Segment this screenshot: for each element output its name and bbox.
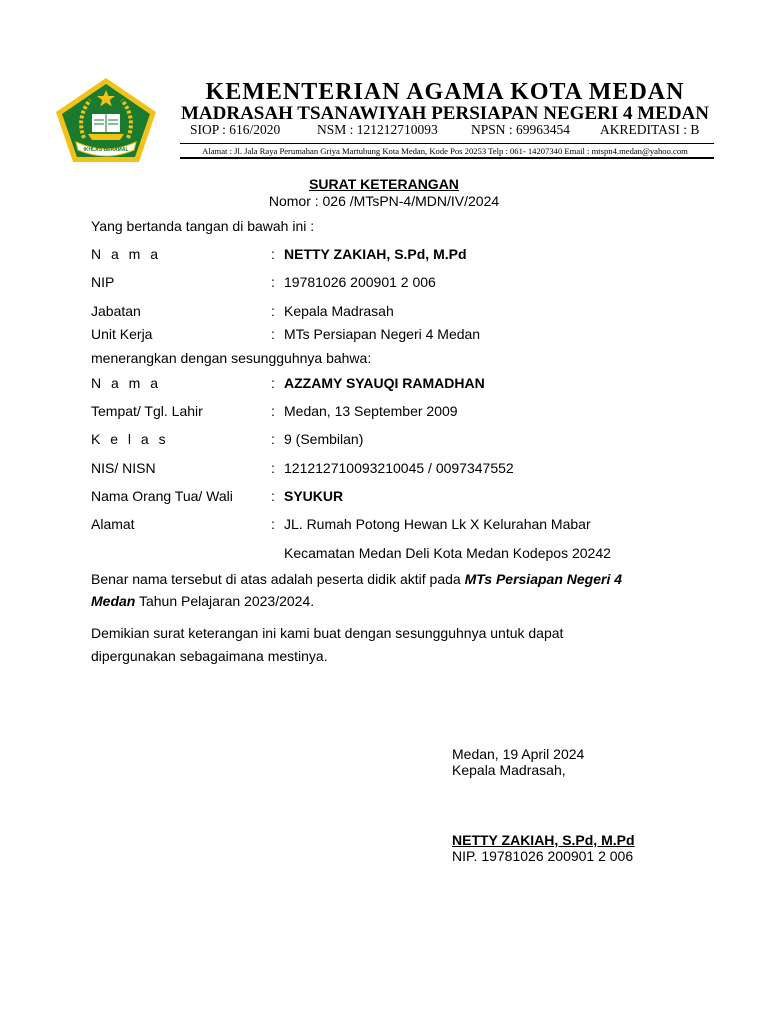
letterhead-divider-thick [180, 157, 714, 159]
body1-text-d: Tahun Pelajaran 2023/2024. [135, 593, 315, 609]
colon: : [271, 403, 275, 419]
colon: : [271, 303, 275, 319]
signer-unit-label: Unit Kerja [91, 326, 153, 342]
signer-nip-label: NIP [91, 274, 115, 290]
colon: : [271, 246, 275, 262]
ministry-title: KEMENTERIAN AGAMA KOTA MEDAN [205, 79, 685, 105]
student-name-label: N a m a [91, 375, 162, 391]
student-name-value: AZZAMY SYAUQI RAMADHAN [284, 375, 485, 391]
body1-school-name: MTs Persiapan Negeri 4 [464, 571, 623, 587]
school-address: Alamat : Jl. Jala Raya Perumahan Griya Martubung Kota Medan, Kode Pos 20253 Telp : 061- 14207340 Email : mtspn4.medan@yahoo.com [202, 146, 688, 156]
body-paragraph-1 [91, 568, 622, 612]
student-class-label: K e l a s [91, 431, 169, 447]
sign-nip: NIP. 19781026 200901 2 006 [452, 848, 634, 864]
sign-place-date: Medan, 19 April 2024 [452, 746, 585, 762]
letter-number: Nomor : 026 /MTsPN-4/MDN/IV/2024 [268, 193, 500, 209]
statement-text: menerangkan dengan sesungguhnya bahwa: [91, 350, 372, 366]
colon: : [271, 488, 275, 504]
accreditation: AKREDITASI : B [600, 122, 700, 137]
signer-nip-value: 19781026 200901 2 006 [284, 274, 436, 290]
letterhead-divider-thin [180, 143, 714, 144]
signer-position-label: Jabatan [91, 303, 141, 319]
nsm-number: NSM : 121212710093 [317, 122, 438, 137]
intro-text: Yang bertanda tangan di bawah ini : [91, 218, 315, 234]
body-paragraph-2 [91, 622, 563, 668]
npsn-number: NPSN : 69963454 [471, 122, 571, 137]
ministry-logo [54, 76, 158, 164]
student-birth-label: Tempat/ Tgl. Lahir [91, 403, 203, 419]
colon: : [271, 375, 275, 391]
body1-text-a: Benar nama tersebut di atas adalah peserta didik aktif pada [91, 571, 465, 587]
student-nis-label: NIS/ NISN [91, 460, 156, 476]
body2-line-2: dipergunakan sebagaimana mestinya. [91, 648, 328, 664]
student-address-continued: Kecamatan Medan Deli Kota Medan Kodepos 20242 [284, 545, 611, 561]
letter-title: SURAT KETERANGAN [309, 176, 459, 192]
school-name: MADRASAH TSANAWIYAH PERSIAPAN NEGERI 4 MEDAN [180, 103, 709, 124]
student-parent-value: SYUKUR [284, 488, 344, 504]
signer-position-value: Kepala Madrasah [284, 303, 394, 319]
sign-name: NETTY ZAKIAH, S.Pd, M.Pd [452, 832, 635, 848]
colon: : [271, 274, 275, 290]
student-class-value: 9 (Sembilan) [284, 431, 364, 447]
body1-school-name-cont: Medan [91, 593, 136, 609]
signer-name-value: NETTY ZAKIAH, S.Pd, M.Pd [284, 246, 467, 262]
signer-name-label: N a m a [91, 246, 162, 262]
body2-line-1: Demikian surat keterangan ini kami buat dengan sesungguhnya untuk dapat [91, 625, 564, 641]
siop-number: SIOP : 616/2020 [190, 122, 281, 137]
logo-banner-text: IKHLAS BERAMAL [83, 147, 129, 153]
colon: : [271, 326, 275, 342]
signer-unit-value: MTs Persiapan Negeri 4 Medan [284, 326, 481, 342]
colon: : [271, 516, 275, 532]
student-address-value: JL. Rumah Potong Hewan Lk X Kelurahan Mabar [284, 516, 591, 532]
student-birth-value: Medan, 13 September 2009 [284, 403, 458, 419]
colon: : [271, 431, 275, 447]
sign-position: Kepala Madrasah, [452, 762, 566, 778]
student-parent-label: Nama Orang Tua/ Wali [91, 488, 233, 504]
colon: : [271, 460, 275, 476]
student-nis-value: 121212710093210045 / 0097347552 [284, 460, 514, 476]
student-address-label: Alamat [91, 516, 135, 532]
